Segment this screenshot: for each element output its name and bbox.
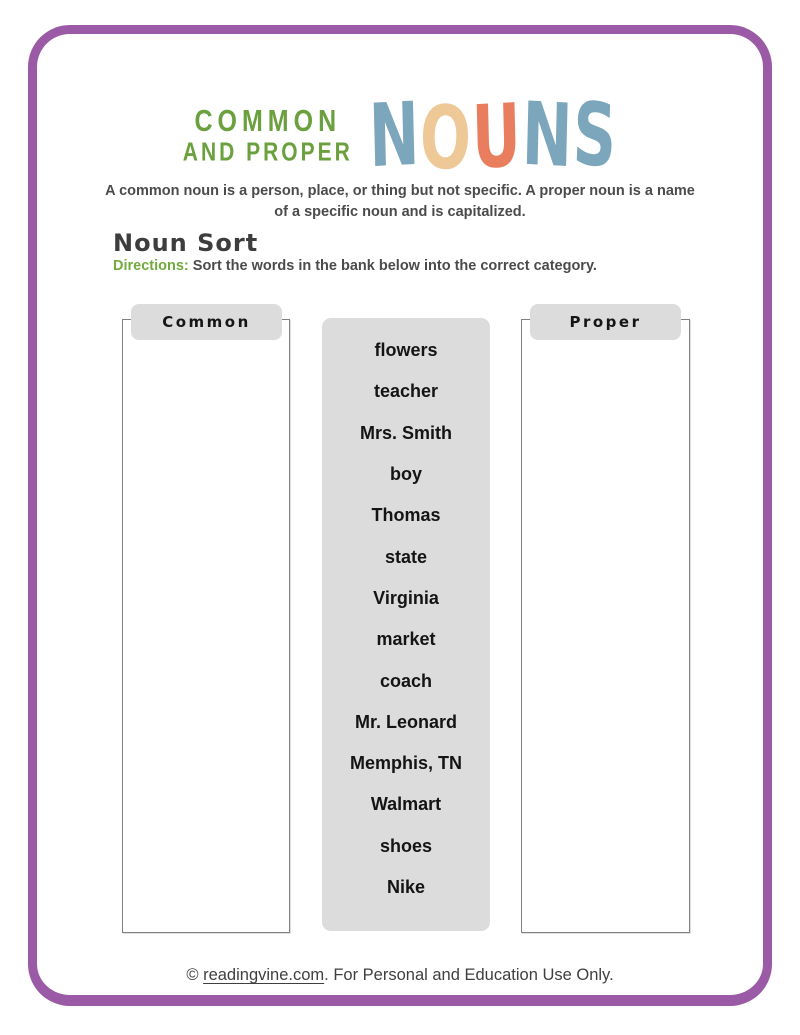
common-column-box [122,319,290,933]
readingvine-link[interactable]: readingvine.com [203,966,325,984]
footer-prefix: © [186,966,204,984]
nouns-letter: N [367,83,422,189]
title-line-and-proper: AND PROPER [182,138,353,167]
title-nouns [367,83,620,191]
word-bank-list [322,318,490,931]
word-bank-item: coach [379,670,433,691]
common-column-label: Common [131,304,282,340]
directions-label: Directions: [113,258,189,274]
footer-copyright [0,966,800,985]
word-bank-item: Mrs. Smith [359,422,452,443]
proper-column-box [521,319,690,933]
word-bank-item: Nike [386,877,426,897]
word-bank-item: boy [389,464,422,485]
title-line-common: COMMON [194,104,342,139]
worksheet-description: A common noun is a person, place, or thing but not specific. A proper noun is a name of a specific noun and is capitalized. [105,183,695,220]
word-bank-item: Virginia [373,587,439,608]
worksheet-title [0,83,800,191]
word-bank-item: teacher [373,381,439,402]
word-bank-item: Mr. Leonard [354,711,457,732]
proper-column-label: Proper [530,304,681,340]
nouns-letter: U [470,85,524,190]
nouns-letter: S [571,83,620,189]
footer-suffix: . For Personal and Education Use Only. [324,966,614,984]
nouns-letter: O [418,86,474,191]
word-bank-item: flowers [374,340,438,361]
word-bank-item: market [376,629,436,650]
word-bank-item: Walmart [370,794,442,815]
title-common-and-proper [183,105,353,168]
word-bank-item: shoes [379,835,433,856]
directions-text [113,258,597,274]
word-bank-item: Thomas [371,505,441,526]
section-heading: Noun Sort [113,229,259,257]
word-bank-item: state [384,546,428,567]
word-bank-item: Memphis, TN [349,753,462,774]
directions-body: Sort the words in the bank below into the correct category. [188,258,597,274]
nouns-letter: N [520,83,575,189]
